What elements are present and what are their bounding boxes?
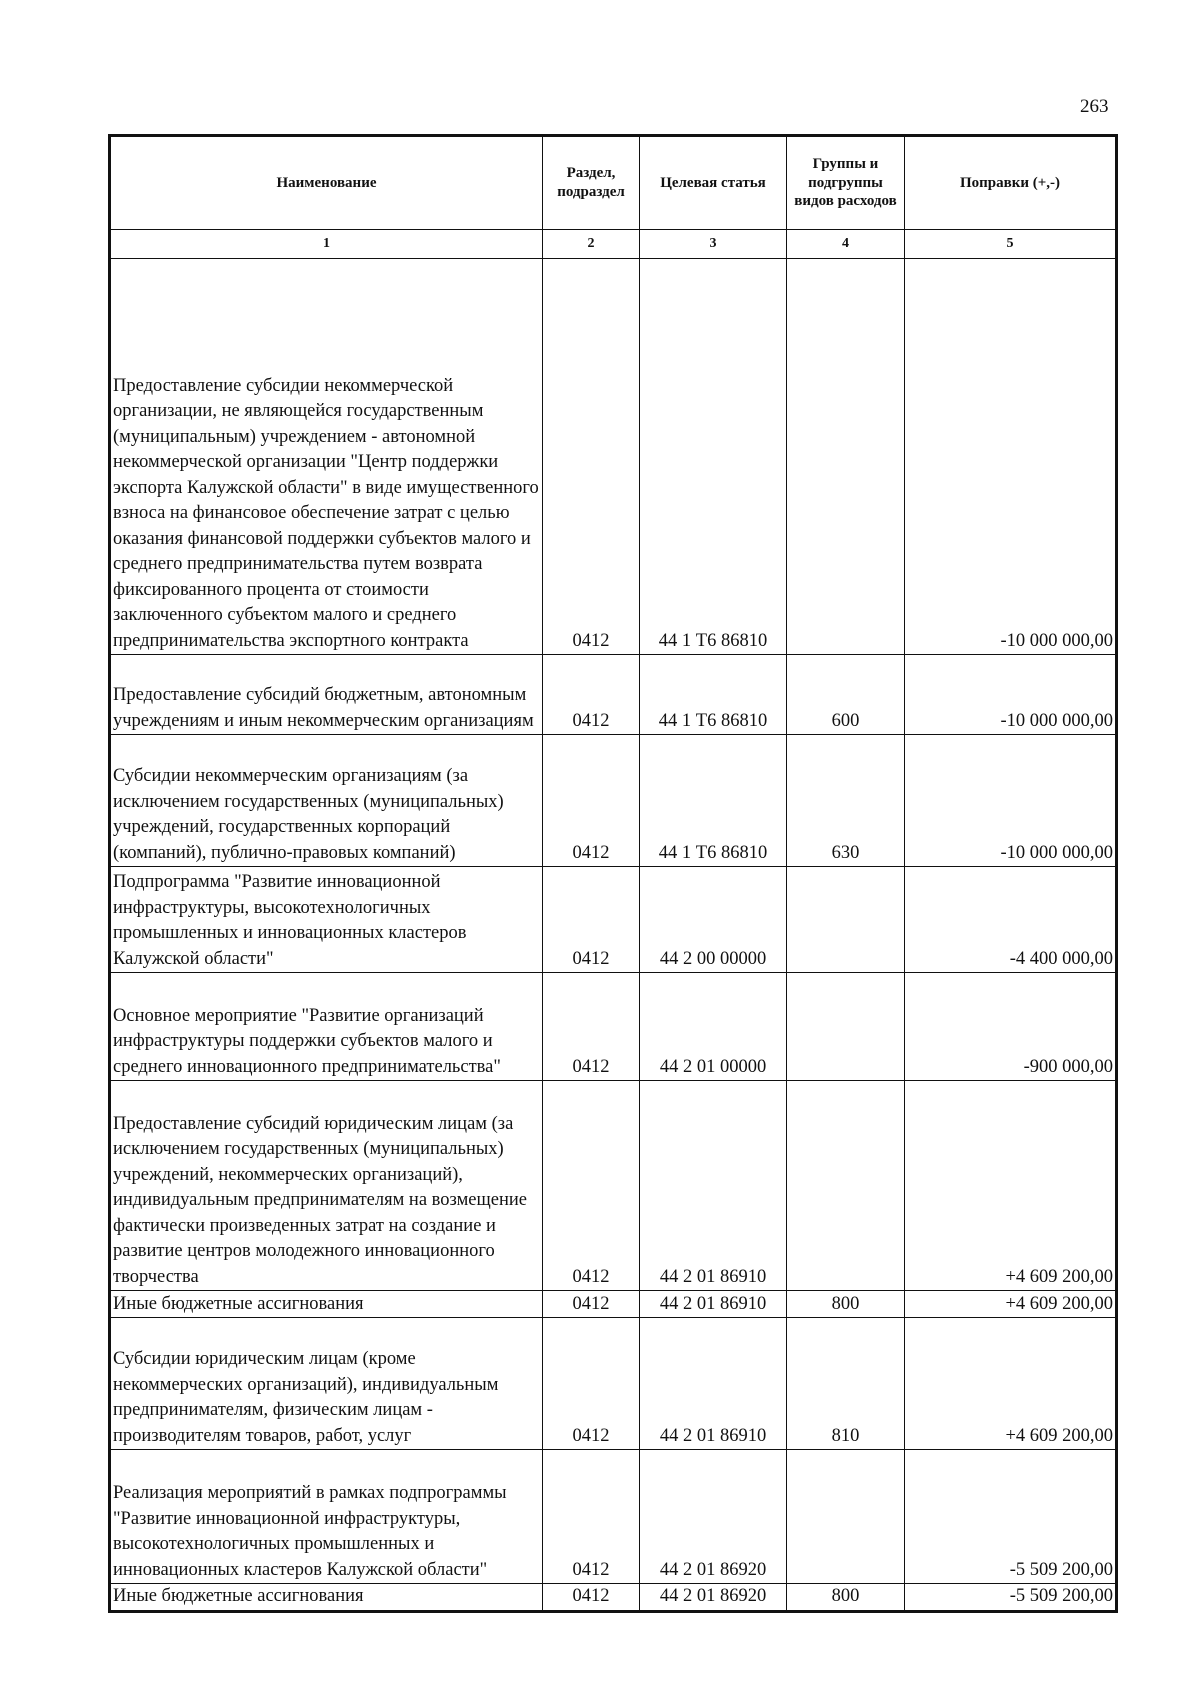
row-amount: -900 000,00	[905, 973, 1117, 1081]
table-row	[110, 1584, 1117, 1612]
header-amendments: Поправки (+,-)	[905, 136, 1117, 230]
column-number: 4	[787, 230, 905, 259]
table-row	[110, 1081, 1117, 1291]
header-section: Раздел, подраздел	[543, 136, 640, 230]
table-row	[110, 735, 1117, 867]
table-row	[110, 867, 1117, 973]
row-expense-group	[787, 973, 905, 1081]
row-amount: -10 000 000,00	[905, 655, 1117, 735]
row-name: Субсидии некоммерческим организациям (за исключением государственных (муниципальных) учреждений, государственных корпораций (компаний), публично-правовых компаний)	[110, 735, 543, 867]
row-name: Иные бюджетные ассигнования	[110, 1291, 543, 1318]
row-target-article: 44 2 01 86920	[640, 1450, 787, 1584]
table-row	[110, 1450, 1117, 1584]
row-target-article: 44 1 Т6 86810	[640, 655, 787, 735]
row-target-article: 44 2 00 00000	[640, 867, 787, 973]
header-expense-group: Группы и подгруппы видов расходов	[787, 136, 905, 230]
row-amount: -5 509 200,00	[905, 1584, 1117, 1612]
row-amount: -5 509 200,00	[905, 1450, 1117, 1584]
row-name: Подпрограмма "Развитие инновационной инфраструктуры, высокотехнологичных промышленных и инновационных кластеров Калужской области"	[110, 867, 543, 973]
row-amount: +4 609 200,00	[905, 1291, 1117, 1318]
row-name: Предоставление субсидий юридическим лицам (за исключением государственных (муниципальных) учреждений, некоммерческих организаций), индивидуальным предпринимателям на возмещение фактически произведенных затрат на создание и развитие центров молодежного инновационного творчества	[110, 1081, 543, 1291]
table-row	[110, 1291, 1117, 1318]
row-expense-group: 800	[787, 1291, 905, 1318]
column-number-row	[110, 230, 1117, 259]
column-number: 5	[905, 230, 1117, 259]
row-section: 0412	[543, 867, 640, 973]
row-expense-group	[787, 259, 905, 655]
row-expense-group: 810	[787, 1318, 905, 1450]
row-section: 0412	[543, 1291, 640, 1318]
row-name: Субсидии юридическим лицам (кроме некоммерческих организаций), индивидуальным предпринимателям, физическим лицам - производителям товаров, работ, услуг	[110, 1318, 543, 1450]
row-amount: -4 400 000,00	[905, 867, 1117, 973]
row-target-article: 44 2 01 86920	[640, 1584, 787, 1612]
row-expense-group: 800	[787, 1584, 905, 1612]
row-section: 0412	[543, 1081, 640, 1291]
table-row	[110, 655, 1117, 735]
row-amount: +4 609 200,00	[905, 1081, 1117, 1291]
row-section: 0412	[543, 259, 640, 655]
header-target-article: Целевая статья	[640, 136, 787, 230]
row-section: 0412	[543, 973, 640, 1081]
row-amount: -10 000 000,00	[905, 259, 1117, 655]
row-expense-group	[787, 867, 905, 973]
row-expense-group	[787, 1450, 905, 1584]
row-name: Предоставление субсидий бюджетным, автономным учреждениям и иным некоммерческим организациям	[110, 655, 543, 735]
row-target-article: 44 2 01 00000	[640, 973, 787, 1081]
row-target-article: 44 2 01 86910	[640, 1081, 787, 1291]
row-target-article: 44 1 Т6 86810	[640, 259, 787, 655]
row-amount: -10 000 000,00	[905, 735, 1117, 867]
column-number: 3	[640, 230, 787, 259]
row-section: 0412	[543, 655, 640, 735]
page-number: 263	[1080, 96, 1109, 117]
table-row	[110, 973, 1117, 1081]
row-amount: +4 609 200,00	[905, 1318, 1117, 1450]
row-name: Иные бюджетные ассигнования	[110, 1584, 543, 1612]
row-section: 0412	[543, 1584, 640, 1612]
row-target-article: 44 1 Т6 86810	[640, 735, 787, 867]
row-name: Реализация мероприятий в рамках подпрограммы "Развитие инновационной инфраструктуры, высокотехнологичных промышленных и инновационных кластеров Калужской области"	[110, 1450, 543, 1584]
row-target-article: 44 2 01 86910	[640, 1291, 787, 1318]
table-row	[110, 1318, 1117, 1450]
table-row	[110, 259, 1117, 655]
row-section: 0412	[543, 1318, 640, 1450]
row-name: Основное мероприятие "Развитие организаций инфраструктуры поддержки субъектов малого и среднего инновационного предпринимательства"	[110, 973, 543, 1081]
header-row	[110, 136, 1117, 230]
header-name: Наименование	[110, 136, 543, 230]
column-number: 2	[543, 230, 640, 259]
row-section: 0412	[543, 1450, 640, 1584]
row-expense-group	[787, 1081, 905, 1291]
column-number: 1	[110, 230, 543, 259]
row-expense-group: 600	[787, 655, 905, 735]
row-target-article: 44 2 01 86910	[640, 1318, 787, 1450]
row-name: Предоставление субсидии некоммерческой организации, не являющейся государственным (муниципальным) учреждением - автономной некоммерческой организации "Центр поддержки экспорта Калужской области" в виде имущественного взноса на финансовое обеспечение затрат с целью оказания финансовой поддержки субъектов малого и среднего предпринимательства путем возврата фиксированного процента от стоимости заключенного субъектом малого и среднего предпринимательства экспортного контракта	[110, 259, 543, 655]
row-expense-group: 630	[787, 735, 905, 867]
budget-amendments-table	[108, 134, 1118, 1613]
row-section: 0412	[543, 735, 640, 867]
